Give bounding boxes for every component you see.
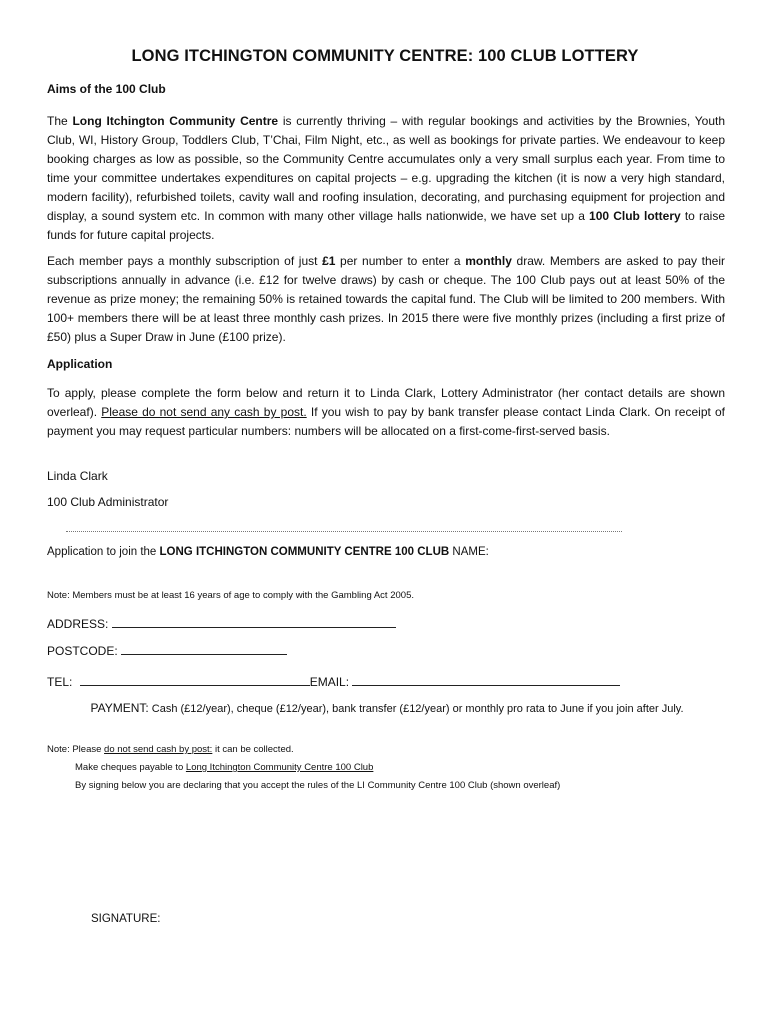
signature-field[interactable]: [170, 910, 490, 926]
payment-row: [47, 701, 727, 717]
page-title: LONG ITCHINGTON COMMUNITY CENTRE: 100 CLUB LOTTERY: [131, 47, 639, 65]
age-note: Note: Members must be at least 16 years of age to comply with the Gambling Act 2005.: [47, 590, 414, 601]
cut-line-divider: [66, 527, 622, 532]
address-field[interactable]: [112, 616, 396, 628]
signature-label: SIGNATURE:: [91, 913, 161, 925]
aims-paragraph: The Long Itchington Community Centre is currently thriving – with regular bookings and activities by the Brownies, Youth Club, WI, History Group, Toddlers Club, T’Chai, Film Night, etc., as well as bookings for private parties. We endeavour to keep booking charges as low as possible, so the Community Centre accumulates only a very small surplus each year. From time to time your committee undertakes expenditures on capital projects – e.g. upgrading the kitchen (it is now a very high standard, modern facility), refurbished toilets, cavity wall and roofing insulation, decorating, and purchasing equipment for projection and display, a sound system etc. In common with many other village halls nationwide, we have set up a 100 Club lottery to raise funds for future capital projects.: [47, 114, 725, 242]
postcode-row: [47, 643, 287, 658]
application-paragraph: To apply, please complete the form below and return it to Linda Clark, Lottery Administrator (her contact details are shown overleaf). Please do not send any cash by post. If you wish to pay by bank transfer please contact Linda Clark. On receipt of payment you may request particular numbers: numbers will be allocated on a first-come-first-served basis.: [47, 386, 726, 438]
subscription-paragraph: Each member pays a monthly subscription of just £1 per number to enter a monthly draw. Members are asked to pay their subscriptions annually in advance (i.e. £12 for twelve draws) by cash or cheque. The 100 Club pays out at least 50% of the revenue as prize money; the remaining 50% is retained towards the capital fund. The Club will be limited to 200 members. With 100+ members there will be at least three monthly cash prizes. In 2015 there were five monthly prizes (including a first prize of £50) plus a Super Draw in June (£100 prize).: [47, 254, 726, 344]
signing-note: By signing below you are declaring that you accept the rules of the LI Community Centre 100 Club (shown overleaf): [75, 780, 561, 791]
postcode-label: POSTCODE:: [47, 644, 118, 658]
payment-options: Cash (£12/year), cheque (£12/year), bank transfer (£12/year) or monthly pro rata to June if you join after July.: [151, 703, 684, 715]
signoff-name: Linda Clark: [47, 469, 108, 483]
payment-label: PAYMENT:: [90, 701, 149, 715]
signoff-role: 100 Club Administrator: [47, 495, 169, 509]
postcode-field[interactable]: [121, 643, 287, 655]
application-name-line: Application to join the LONG ITCHINGTON COMMUNITY CENTRE 100 CLUB NAME:: [47, 546, 489, 558]
tel-label: TEL:: [47, 675, 73, 689]
application-heading: Application: [47, 357, 113, 371]
email-field[interactable]: [352, 674, 620, 686]
aims-heading: Aims of the 100 Club: [47, 82, 166, 96]
cheques-note: Make cheques payable to Long Itchington Community Centre 100 Club: [75, 762, 374, 773]
tel-field[interactable]: [80, 674, 310, 686]
address-label: ADDRESS:: [47, 617, 109, 631]
email-label: EMAIL:: [309, 675, 350, 689]
address-row: [47, 616, 396, 631]
cash-note: Note: Please do not send cash by post: it can be collected.: [47, 744, 294, 755]
tel-email-row: [47, 674, 620, 689]
